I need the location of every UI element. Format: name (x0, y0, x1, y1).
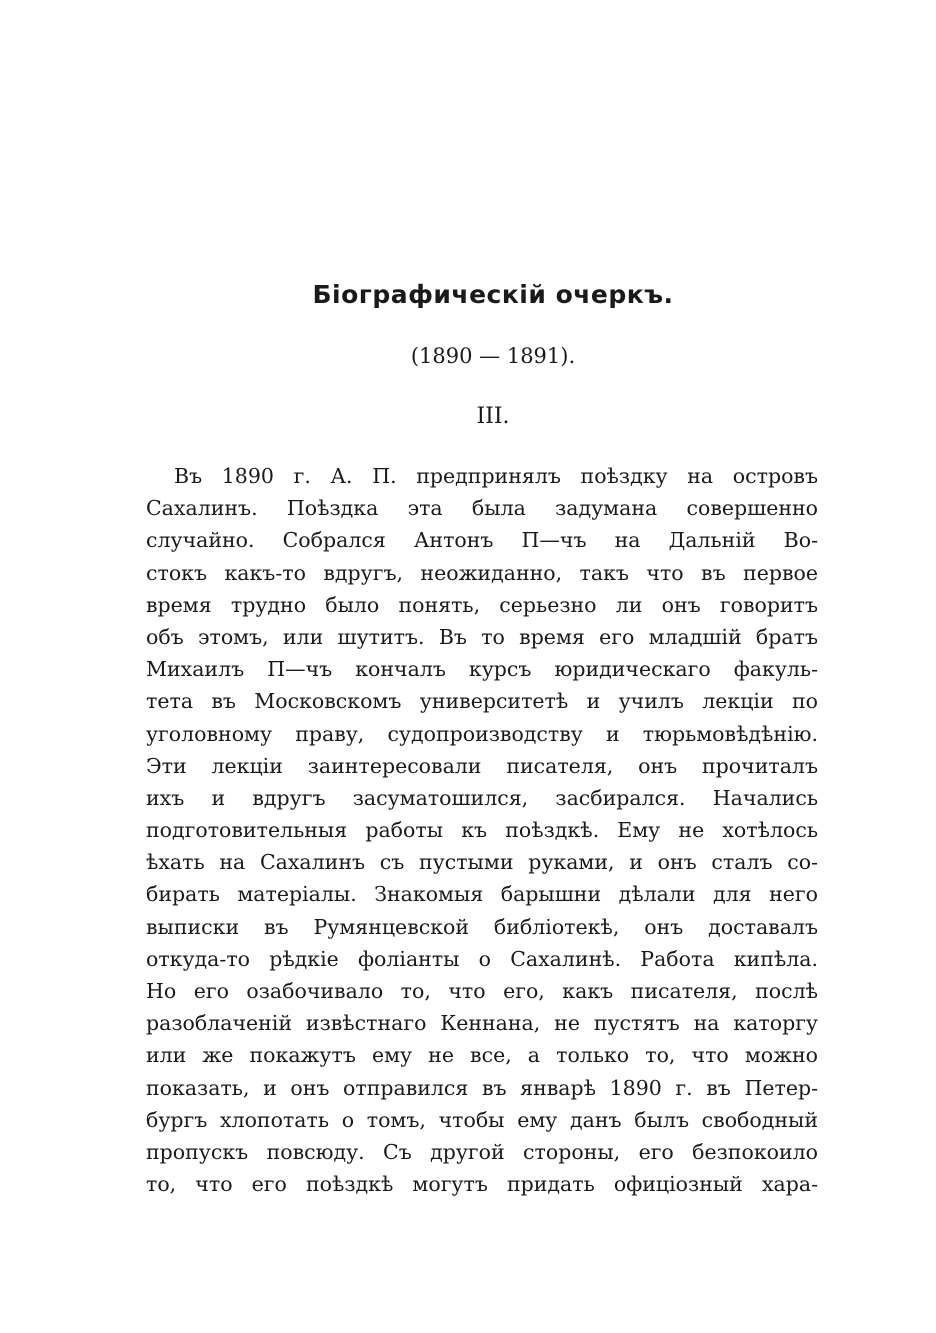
section-number: III. (476, 404, 510, 429)
text-line: пропускъ повсюду. Съ другой стороны, его безпокоило (146, 1139, 818, 1164)
text-line: Но его озабочивало то, что его, какъ писателя, послѣ (146, 979, 818, 1003)
text-line: ѣхать на Сахалинъ съ пустыми руками, и онъ сталъ со- (146, 850, 818, 875)
text-line: тета въ Московскомъ университетѣ и училъ лекціи по (146, 689, 818, 714)
text-line: объ этомъ, или шутитъ. Въ то время его младшій братъ (146, 624, 818, 649)
text-line: откуда-то рѣдкіе фоліанты о Сахалинѣ. Работа кипѣла. (146, 946, 818, 971)
text-line: показать, и онъ отправился въ январѣ 1890 г. въ Петер- (146, 1075, 818, 1100)
text-line: ихъ и вдругъ засуматошился, засбирался. Начались (146, 785, 818, 810)
text-line: стокъ какъ-то вдругъ, неожиданно, такъ что въ первое (146, 560, 818, 585)
text-line: или же покажутъ ему не все, а только то, что можно (146, 1043, 818, 1068)
text-line: Эти лекціи заинтересовали писателя, онъ прочиталъ (146, 753, 818, 778)
essay-title: Біографическій очеркъ. (312, 280, 674, 309)
text-line: время трудно было понять, серьезно ли онъ говоритъ (146, 592, 818, 617)
text-line: выписки въ Румянцевской библіотекѣ, онъ доставалъ (146, 914, 818, 939)
essay-years: (1890 — 1891). (410, 344, 576, 368)
text-line: подготовительныя работы къ поѣздкѣ. Ему не хотѣлось (146, 818, 818, 843)
text-line: Михаилъ П—чъ кончалъ курсъ юридическаго факуль- (146, 657, 818, 682)
text-line: бургъ хлопотать о томъ, чтобы ему данъ былъ свободный (146, 1107, 818, 1132)
text-line: бирать матеріалы. Знакомыя барышни дѣлали для него (146, 882, 818, 907)
text-line: Въ 1890 г. А. П. предпринялъ поѣздку на островъ (174, 464, 818, 488)
text-line: Сахалинъ. Поѣздка эта была задумана совершенно (146, 496, 818, 521)
body-paragraph (146, 460, 818, 1200)
text-line: случайно. Собрался Антонъ П—чъ на Дальній Во- (146, 528, 818, 553)
text-line: уголовному праву, судопроизводству и тюрьмовѣдѣнію. (146, 721, 818, 746)
text-line: разоблаченій извѣстнаго Кеннана, не пустятъ на каторгу (146, 1011, 818, 1036)
text-line: то, что его поѣздкѣ могутъ придать офиціозный хара- (146, 1172, 818, 1197)
